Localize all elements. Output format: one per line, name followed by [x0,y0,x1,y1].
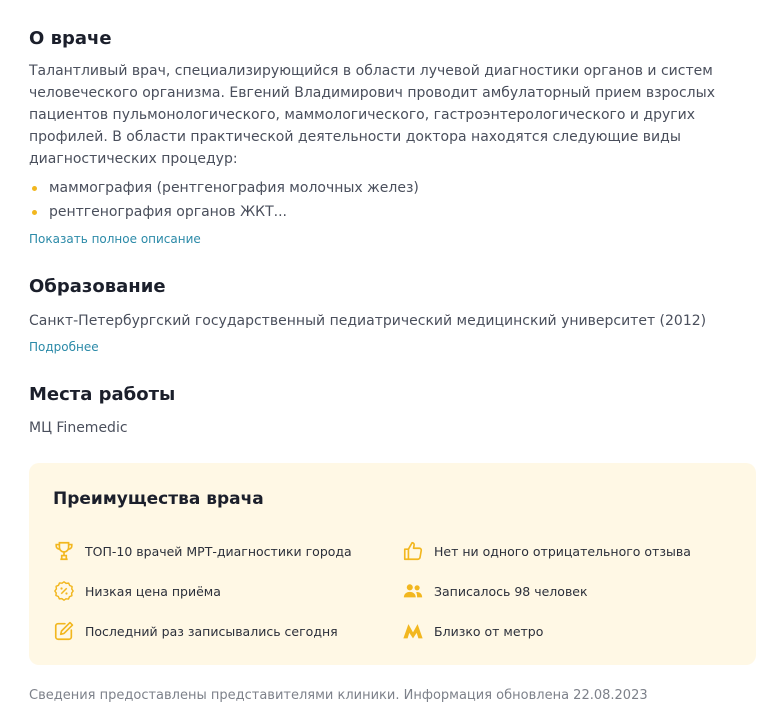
advantages-panel [29,463,756,665]
thumbs-up-icon [402,540,424,562]
workplace-text: МЦ Finemedic [29,420,128,436]
about-line: человеческого организма. Евгений Владимирович проводит амбулаторный прием взрослых [29,85,715,101]
bullet-dot-icon [32,186,37,191]
metro-icon [402,620,424,642]
education-more-link[interactable]: Подробнее [29,340,99,354]
list-item-text: маммография (рентгенография молочных желез) [49,180,419,196]
procedures-list [29,176,419,224]
advantage-item [402,540,691,562]
advantages-title: Преимущества врача [53,489,264,509]
advantage-item [53,540,352,562]
about-line: пациентов пульмонологического, маммологического, гастроэнтерологического и других [29,107,696,123]
info-footer: Сведения предоставлены представителями клиники. Информация обновлена 22.08.2023 [29,688,648,703]
advantage-text: Последний раз записывались сегодня [85,623,338,639]
people-icon [402,580,424,602]
advantage-text: Нет ни одного отрицательного отзыва [434,543,691,559]
show-full-description-link[interactable]: Показать полное описание [29,232,201,246]
advantage-item [53,620,338,642]
advantage-item [402,620,543,642]
advantage-text: Низкая цена приёма [85,583,221,599]
advantage-item [402,580,588,602]
about-line: диагностических процедур: [29,151,238,167]
advantage-text: Записалось 98 человек [434,583,588,599]
list-item [29,176,419,200]
trophy-icon [53,540,75,562]
list-item [29,200,419,224]
discount-badge-icon [53,580,75,602]
list-item-text: рентгенография органов ЖКТ... [49,204,287,220]
education-title: Образование [29,276,166,297]
workplaces-title: Места работы [29,384,176,405]
advantage-text: Близко от метро [434,623,544,639]
advantage-item [53,580,221,602]
about-title: О враче [29,28,112,49]
advantage-text: ТОП-10 врачей МРТ-диагностики города [85,543,352,559]
edit-icon [53,620,75,642]
bullet-dot-icon [32,210,37,215]
about-description [29,60,729,170]
education-text: Санкт-Петербургский государственный педиатрический медицинский университет (2012) [29,313,707,329]
about-line: профилей. В области практической деятельности доктора находятся следующие виды [29,129,681,145]
about-line: Талантливый врач, специализирующийся в области лучевой диагностики органов и систем [29,63,713,79]
